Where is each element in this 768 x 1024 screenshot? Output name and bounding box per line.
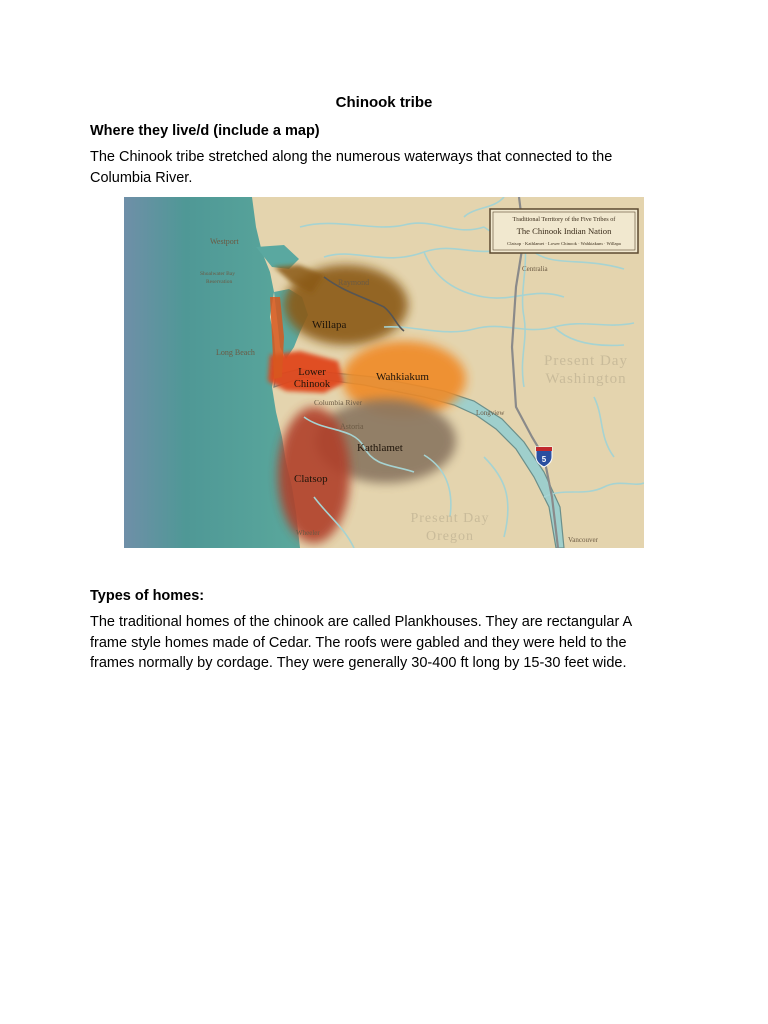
place-centralia: Centralia xyxy=(522,265,548,273)
state-label-wa-2: Washington xyxy=(545,371,627,387)
interstate-shield-number: 5 xyxy=(541,455,547,464)
place-westport: Westport xyxy=(210,237,239,246)
place-raymond: Raymond xyxy=(338,278,370,287)
tribe-label-wahkiakum: Wahkiakum xyxy=(376,371,429,383)
section-heading-location: Where they live/d (include a map) xyxy=(90,123,320,139)
chinook-territory-map xyxy=(124,197,644,548)
place-shoalwater-1: Shoalwater Bay xyxy=(200,271,235,277)
place-wheeler: Wheeler xyxy=(296,529,320,537)
legend-line-2: The Chinook Indian Nation xyxy=(516,226,612,236)
place-astoria: Astoria xyxy=(340,422,364,431)
tribe-label-lower-chinook-1: Lower xyxy=(298,367,326,378)
map-legend xyxy=(490,209,638,253)
legend-line-3: Clatsop · Kathlamet · Lower Chinook · Wahkiakum · Willapa xyxy=(507,241,621,246)
section-text-location: The Chinook tribe stretched along the numerous waterways that connected to the Columbia River. xyxy=(90,149,613,186)
section-text-homes: The traditional homes of the chinook are called Plankhouses. They are rectangular A frame style homes made of Cedar. The roofs were gabled and they were held to the frames normally by cordage. They were generally 30-400 ft long by 15-30 feet wide. xyxy=(90,614,632,671)
place-long-beach: Long Beach xyxy=(216,348,255,357)
tribe-label-kathlamet: Kathlamet xyxy=(357,442,403,454)
state-label-wa-1: Present Day xyxy=(544,353,628,369)
document-title: Chinook tribe xyxy=(335,94,433,111)
tribe-label-willapa: Willapa xyxy=(312,319,347,331)
place-columbia-river: Columbia River xyxy=(314,398,363,407)
state-label-or-2: Oregon xyxy=(426,529,474,544)
place-vancouver: Vancouver xyxy=(568,536,598,544)
state-label-or-1: Present Day xyxy=(410,511,490,526)
legend-line-1: Traditional Territory of the Five Tribes of xyxy=(512,216,616,223)
tribe-label-clatsop: Clatsop xyxy=(294,473,328,485)
tribe-label-lower-chinook-2: Chinook xyxy=(293,379,331,390)
place-longview: Longview xyxy=(476,409,505,417)
section-heading-homes: Types of homes: xyxy=(90,588,205,604)
place-shoalwater-2: Reservation xyxy=(206,279,233,285)
